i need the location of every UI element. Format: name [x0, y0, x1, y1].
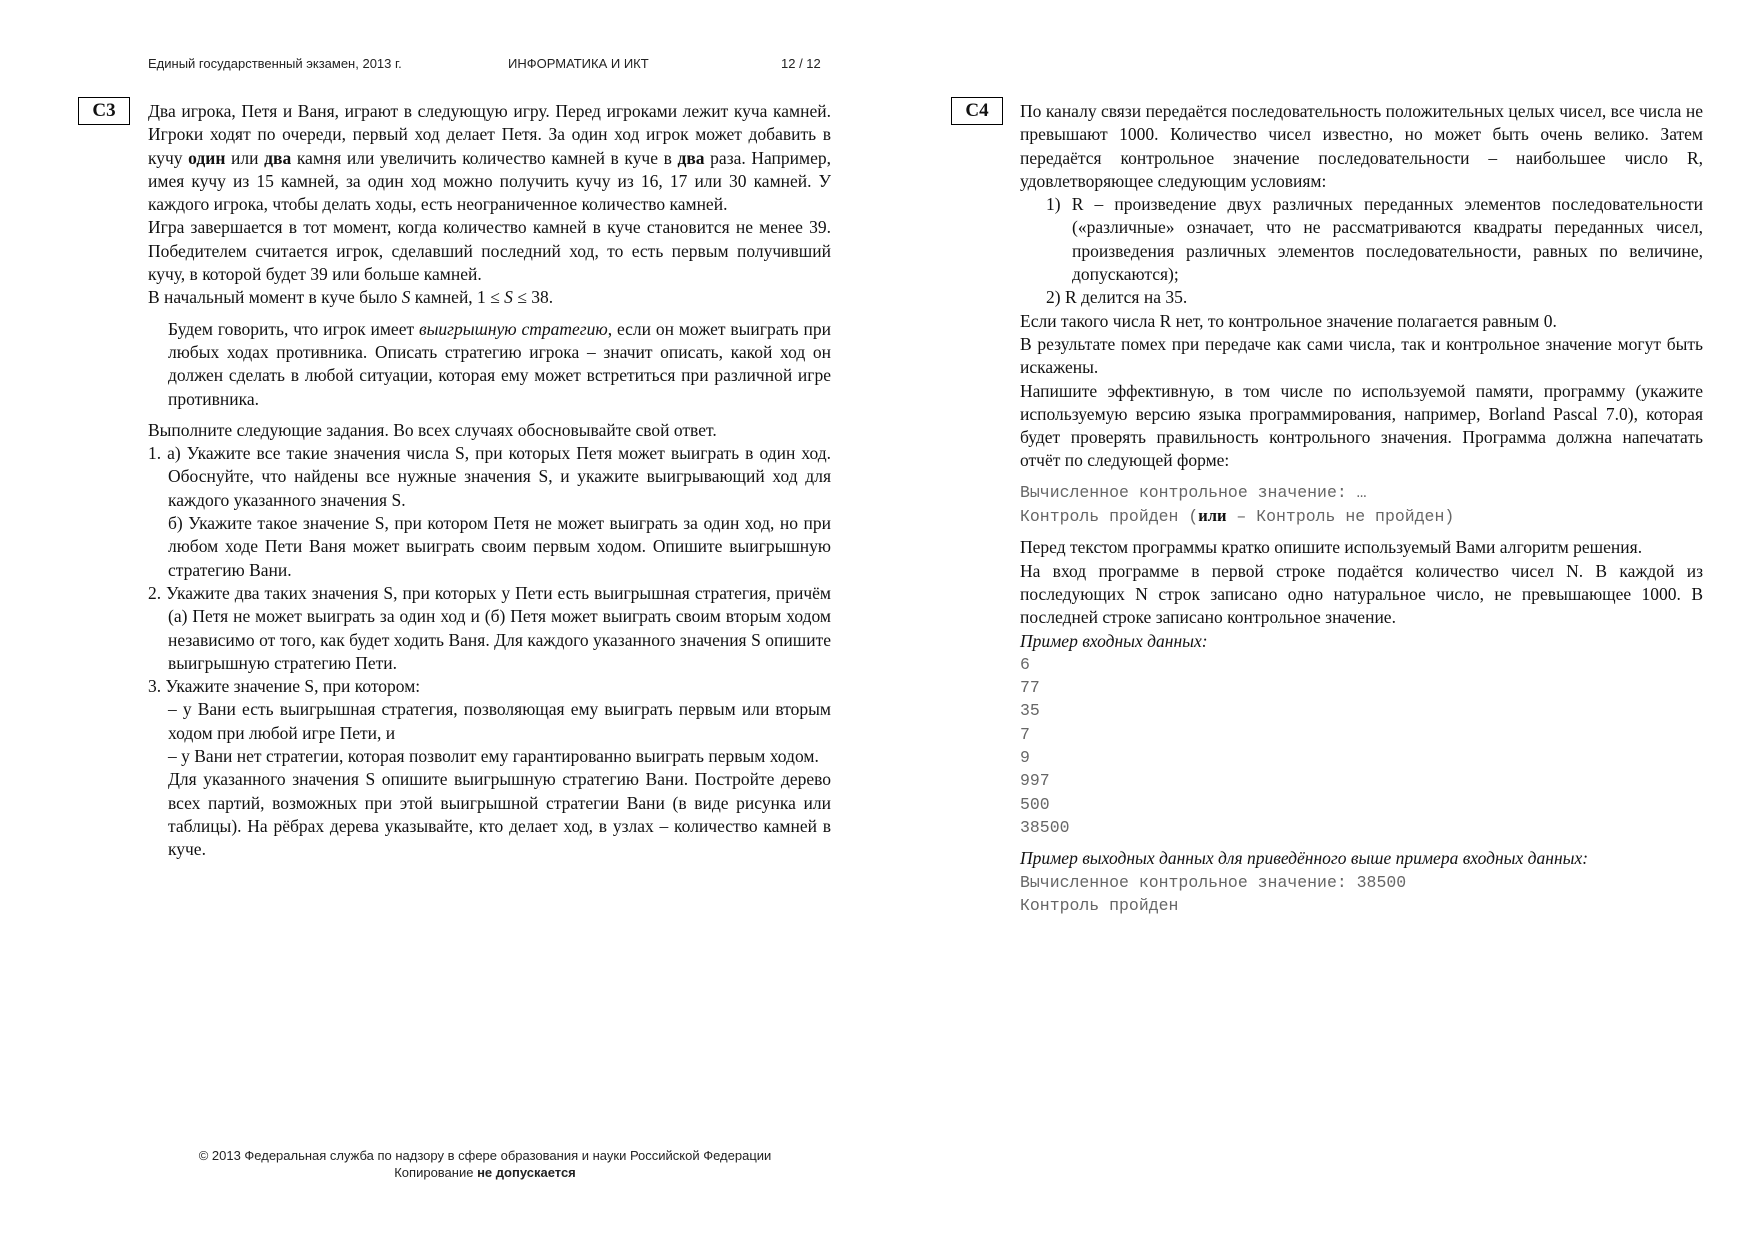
- input-line: 35: [1020, 701, 1040, 721]
- c3-task-3: 3. Укажите значение S, при котором:: [148, 676, 421, 697]
- c4-output-example-title: Пример выходных данных для приведённого выше примера входных данных:: [1020, 848, 1589, 869]
- report-line-value: Вычисленное контрольное значение: …: [1020, 482, 1367, 502]
- input-line: 997: [1020, 771, 1050, 791]
- task-c4-body: [1020, 100, 1703, 917]
- copyright-footer: [160, 1147, 810, 1181]
- c4-input-description: На вход программе в первой строке подаётся количество чисел N. В каждой из последующих N строк записано одно натуральное число, не превышающее 1000. В последней строке записано контрольное значение.: [1020, 560, 1703, 628]
- header-exam-title: Единый государственный экзамен, 2013 г.: [148, 56, 402, 71]
- input-line: 38500: [1020, 817, 1070, 837]
- c4-problem-statement: По каналу связи передаётся последовательность положительных целых чисел, все числа не превышают 1000. Количество чисел известно, но может быть очень велико. Затем передаётся контрольное значение последовательности – наибольшее число R, удовлетворяющее следующим условиям:: [1020, 101, 1703, 191]
- input-line: 500: [1020, 794, 1050, 814]
- c3-initial-state: В начальный момент в куче было S камней, 1 ≤ S ≤ 38.: [148, 287, 554, 308]
- c3-task-1b: б) Укажите такое значение S, при котором Петя не может выиграть за один ход, но при любом ходе Пети Ваня может выиграть своим первым ходом. Опишите выигрышную стратегию Вани.: [168, 513, 831, 580]
- c4-output-example: [1020, 871, 1703, 918]
- c3-task-1a: 1. а) Укажите все такие значения числа S, при которых Петя может выиграть в один ход. Обоснуйте, что найдены все нужные значения S, и укажите выигрывающий ход для каждого указанного значения S.: [148, 443, 831, 510]
- c3-task-3b: – у Вани нет стратегии, которая позволит ему гарантированно выиграть первым ходом.: [168, 746, 819, 767]
- c3-intro: Два игрока, Петя и Ваня, играют в следующую игру. Перед игроками лежит куча камней. Игроки ходят по очереди, первый ход делает Петя. За один ход игрок может добавить в кучу один или два камня или увеличить количество камней в куче в два раза. Например, имея кучу из 15 камней, за один ход можно получить кучу из 16, 17 или 30 камней. У каждого игрока, чтобы делать ходы, есть неограниченное количество камней.: [148, 101, 831, 215]
- c3-strategy-definition: Будем говорить, что игрок имеет выигрышную стратегию, если он может выиграть при любых ходах противника. Описать стратегию игрока – значит описать, какой ход он должен сделать в любой ситуации, которая ему может встретиться при различной игре противника.: [168, 318, 831, 409]
- c4-algorithm-note: Перед текстом программы кратко опишите используемый Вами алгоритм решения.: [1020, 537, 1643, 558]
- output-line: Контроль пройден: [1020, 895, 1179, 915]
- input-line: 9: [1020, 748, 1030, 768]
- c4-program-request: Напишите эффективную, в том числе по используемой памяти, программу (укажите используемую версию языка программирования, например, Borland Pascal 7.0), которая будет проверять правильность контрольного значения. Программа должна напечатать отчёт по следующей форме:: [1020, 380, 1703, 471]
- input-line: 77: [1020, 678, 1040, 698]
- c3-task-2: 2. Укажите два таких значения S, при которых у Пети есть выигрышная стратегия, причём (а) Петя не может выиграть за один ход и (б) Петя может выиграть своим вторым ходом независимо от того, как будет ходить Ваня. Для каждого указанного значения S опишите выигрышную стратегию Пети.: [148, 582, 831, 673]
- c4-noise-note: В результате помех при передаче как сами числа, так и контрольное значение могут быть искажены.: [1020, 333, 1703, 378]
- report-line-status: Контроль пройден (или – Контроль не пройден): [1020, 506, 1455, 527]
- c4-condition-2: 2) R делится на 35.: [1046, 287, 1188, 308]
- c3-tasks-intro: Выполните следующие задания. Во всех случаях обосновывайте свой ответ.: [148, 419, 717, 440]
- c4-report-format: [1020, 481, 1703, 529]
- c4-zero-rule: Если такого числа R нет, то контрольное значение полагается равным 0.: [1020, 310, 1557, 331]
- task-label-c3: С3: [78, 97, 130, 125]
- output-line: Вычисленное контрольное значение: 38500: [1020, 872, 1407, 892]
- c4-condition-1: 1) R – произведение двух различных переданных элементов последовательности («различные» означает, что не рассматриваются квадраты переданных чисел, произведения различных элементов последовательности, равных по величине, допускаются);: [1046, 194, 1703, 285]
- header-page-number: 12 / 12: [781, 56, 821, 71]
- c3-end-condition: Игра завершается в тот момент, когда количество камней в куче становится не менее 39. Победителем считается игрок, сделавший последний ход, то есть первым получивший кучу, в которой будет 39 или больше камней.: [148, 217, 831, 285]
- copyright-line: © 2013 Федеральная служба по надзору в сфере образования и науки Российской Федерации: [198, 1148, 772, 1163]
- input-line: 7: [1020, 724, 1030, 744]
- c3-task-3c: Для указанного значения S опишите выигрышную стратегию Вани. Постройте дерево всех партий, возможных при этой выигрышной стратегии Вани (в виде рисунка или таблицы). На рёбрах дерева указывайте, кто делает ход, в узлах – количество камней в куче.: [168, 769, 831, 860]
- task-label-c4: С4: [951, 97, 1003, 125]
- header-subject: ИНФОРМАТИКА И ИКТ: [508, 56, 649, 71]
- c4-input-example-title: Пример входных данных:: [1020, 630, 1208, 651]
- copy-restriction-line: Копирование не допускается: [394, 1165, 576, 1180]
- input-line: 6: [1020, 654, 1030, 674]
- c4-input-example: [1020, 653, 1703, 839]
- c3-task-3a: – у Вани есть выигрышная стратегия, позволяющая ему выиграть первым или вторым ходом при любой игре Пети, и: [168, 699, 831, 743]
- task-c3-body: [148, 100, 831, 862]
